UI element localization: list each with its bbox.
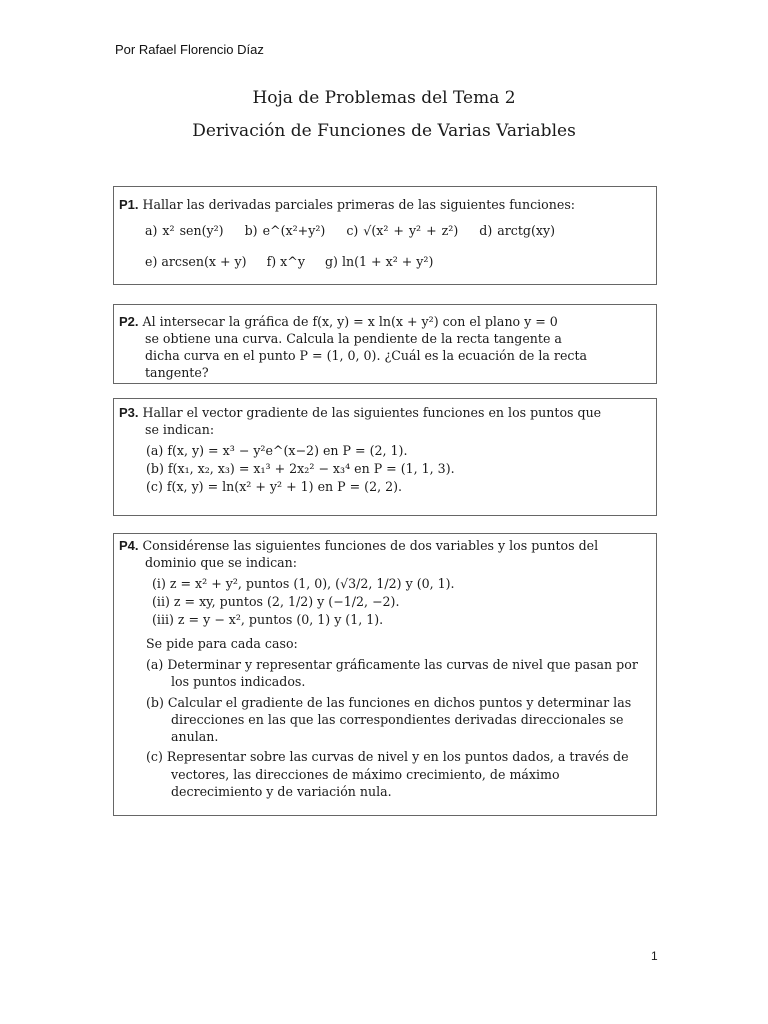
function-item: d) arctg(xy): [479, 223, 556, 238]
page-subtitle: Derivación de Funciones de Varias Variables: [192, 121, 576, 141]
problem-text-line: dominio que se indican:: [145, 555, 298, 570]
problem-text-line: se indican:: [145, 422, 215, 437]
function-item: c) √(x² + y² + z²): [346, 223, 459, 238]
list-item: (ii) z = xy, puntos (2, 1/2) y (−1/2, −2).: [152, 594, 400, 609]
author-header: Por Rafael Florencio Díaz: [115, 42, 264, 57]
list-item: (a) f(x, y) = x³ − y²e^(x−2) en P = (2, 1).: [146, 443, 408, 458]
problem-text-line: [119, 313, 648, 330]
problem-text-line: tangente?: [145, 365, 209, 380]
tasks-intro: Se pide para cada caso:: [146, 636, 298, 651]
problem-1-statement: [119, 196, 648, 213]
list-item: (c) Representar sobre las curvas de nivel y en los puntos dados, a través de vectores, las direcciones de máximo crecimiento, de máximo decrecimiento y de variación nula.: [146, 749, 629, 800]
function-point-list: [119, 575, 648, 629]
page-title: Hoja de Problemas del Tema 2: [252, 88, 516, 108]
problem-text-line: [119, 404, 648, 421]
function-list-row-2: [119, 253, 648, 270]
problem-label: P4.: [119, 538, 139, 553]
problem-3-box: [113, 398, 657, 516]
function-list-row-1: [119, 222, 648, 239]
problem-text-line: dicha curva en el punto P = (1, 0, 0). ¿Cuál es la ecuación de la recta: [145, 348, 588, 363]
problem-1-box: [113, 186, 657, 285]
gradient-exercise-list: [119, 442, 648, 496]
problem-2-box: [113, 304, 657, 384]
list-item: (a) Determinar y representar gráficamente las curvas de nivel que pasan por los puntos indicados.: [146, 657, 638, 690]
function-item: f) x^y: [266, 254, 305, 269]
problem-label: P1.: [119, 197, 139, 212]
function-item: e) arcsen(x + y): [145, 254, 247, 269]
page-number: 1: [651, 949, 658, 963]
function-item: b) e^(x²+y²): [244, 223, 326, 238]
list-item: (b) f(x₁, x₂, x₃) = x₁³ + 2x₂² − x₃⁴ en P = (1, 1, 3).: [146, 461, 455, 476]
list-item: (c) f(x, y) = ln(x² + y² + 1) en P = (2, 2).: [146, 479, 403, 494]
problem-text: Considérense las siguientes funciones de dos variables y los puntos del: [142, 538, 599, 553]
problem-label: P3.: [119, 405, 139, 420]
problem-text-line: se obtiene una curva. Calcula la pendiente de la recta tangente a: [145, 331, 562, 346]
problem-text: Al intersecar la gráfica de f(x, y) = x ln(x + y²) con el plano y = 0: [142, 314, 558, 329]
task-list: [119, 656, 648, 800]
problem-label: P2.: [119, 314, 139, 329]
function-item: g) ln(1 + x² + y²): [324, 254, 434, 269]
problem-text-line: [119, 537, 648, 554]
list-item: (i) z = x² + y², puntos (1, 0), (√3/2, 1/2) y (0, 1).: [152, 576, 455, 591]
function-item: a) x² sen(y²): [145, 223, 224, 238]
problem-text: Hallar el vector gradiente de las siguientes funciones en los puntos que: [142, 405, 602, 420]
list-item: (b) Calcular el gradiente de las funciones en dichos puntos y determinar las direcciones en las que las correspondientes derivadas direccionales se anulan.: [146, 694, 632, 745]
problem-4-box: [113, 533, 657, 816]
list-item: (iii) z = y − x², puntos (0, 1) y (1, 1).: [152, 612, 384, 627]
problem-text: Hallar las derivadas parciales primeras de las siguientes funciones:: [142, 197, 576, 212]
